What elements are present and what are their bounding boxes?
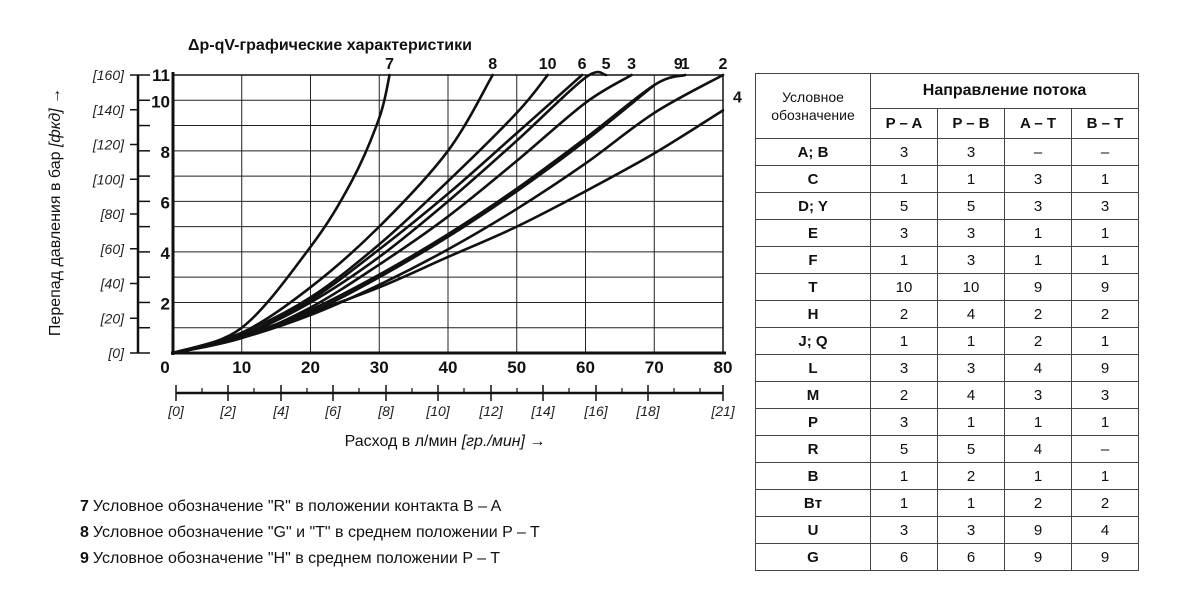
table-cell: 1 <box>871 247 938 274</box>
x-tick-label: 50 <box>507 358 527 377</box>
secondary-x-tick-label: [8] <box>378 403 394 419</box>
chart-title: Δp-qV-графические характеристики <box>188 37 472 54</box>
table-cell: 2 <box>871 382 938 409</box>
table-cell: 1 <box>938 328 1005 355</box>
table-cell: 2 <box>938 463 1005 490</box>
secondary-x-tick-label: [16] <box>584 403 608 419</box>
table-cell: 6 <box>871 544 938 571</box>
table-row <box>756 247 1139 274</box>
table-row <box>756 301 1139 328</box>
grid <box>173 75 723 353</box>
dp-qv-chart <box>0 0 745 480</box>
curve-note-number: 7 <box>80 498 89 515</box>
table-row-label: R <box>756 436 871 463</box>
table-cell: 5 <box>871 193 938 220</box>
table-cell: 2 <box>871 301 938 328</box>
table-row <box>756 436 1139 463</box>
table-row-label: D; Y <box>756 193 871 220</box>
secondary-x-tick-label: [12] <box>479 403 503 419</box>
secondary-x-tick-label: [2] <box>220 403 236 419</box>
table-cell: 1 <box>871 490 938 517</box>
table-cell: 1 <box>871 328 938 355</box>
secondary-y-tick-label: [80] <box>100 206 124 222</box>
y-axis-arrow: → <box>47 87 64 109</box>
secondary-y-tick-label: [140] <box>92 101 124 118</box>
table-cell: 9 <box>1005 544 1072 571</box>
x-tick-label: 20 <box>301 358 320 377</box>
table-cell: – <box>1005 139 1072 166</box>
curve-label-7: 7 <box>385 56 395 73</box>
y-tick-label: 6 <box>160 193 170 213</box>
secondary-y-tick-label: [100] <box>92 171 124 188</box>
secondary-x-tick-label: [21] <box>711 403 735 419</box>
table-row <box>756 517 1139 544</box>
table-cell: 3 <box>1005 193 1072 220</box>
table-cell: 4 <box>938 382 1005 409</box>
curve-note <box>80 494 720 520</box>
table-cell: 3 <box>1072 193 1139 220</box>
y-tick-label: 4 <box>160 243 170 263</box>
table-row-label: E <box>756 220 871 247</box>
curve-label-9: 9 <box>673 56 683 73</box>
x-tick-label: 60 <box>576 358 595 377</box>
table-cell: 6 <box>938 544 1005 571</box>
table-cell: 10 <box>871 274 938 301</box>
curve-note-text: Условное обозначение "R" в положении контакта B – A <box>92 498 502 515</box>
x-axis-title <box>345 433 546 450</box>
table-cell: 2 <box>1072 490 1139 517</box>
table-cell: 3 <box>871 409 938 436</box>
table-row-label: H <box>756 301 871 328</box>
curve-6 <box>173 75 582 353</box>
table-cell: 9 <box>1005 517 1072 544</box>
table-cell: 3 <box>938 139 1005 166</box>
table-cell: 1 <box>1072 463 1139 490</box>
y-axis-title-secondary: [фкд] <box>47 108 64 148</box>
curve-note <box>80 520 720 546</box>
secondary-y-tick-label: [0] <box>108 345 124 361</box>
table-cell: 3 <box>871 517 938 544</box>
y-axis-title <box>47 88 64 336</box>
x-axis-title-secondary: [гр./мин] <box>461 433 525 450</box>
table-row-label: G <box>756 544 871 571</box>
x-tick-label: 40 <box>438 358 458 377</box>
table-row <box>756 544 1139 571</box>
table-body <box>756 139 1139 571</box>
table-cell: 5 <box>938 193 1005 220</box>
table-cell: 1 <box>938 166 1005 193</box>
table-row-label: J; Q <box>756 328 871 355</box>
table-cell: 1 <box>1005 409 1072 436</box>
table-column-header: P – B <box>938 109 1005 139</box>
table-cell: 5 <box>938 436 1005 463</box>
table-cell: 1 <box>1005 220 1072 247</box>
curve-note-number: 9 <box>80 550 89 567</box>
table-cell: 9 <box>1005 274 1072 301</box>
curve-label-3: 3 <box>627 56 637 73</box>
table-cell: 10 <box>938 274 1005 301</box>
curve-label-2: 2 <box>718 56 728 73</box>
y-tick-label: 10 <box>151 92 170 112</box>
table-cell: 1 <box>1072 220 1139 247</box>
table-corner-header: Условное обозначение <box>756 74 871 139</box>
table-cell: 2 <box>1005 328 1072 355</box>
x-axis-arrow: → <box>524 433 546 450</box>
table-cell: 4 <box>938 301 1005 328</box>
curve-note-number: 8 <box>80 524 89 541</box>
y-tick-label: 2 <box>160 294 170 314</box>
curve-5 <box>173 72 606 353</box>
secondary-x-tick-label: [6] <box>325 403 341 419</box>
table-row-label: B <box>756 463 871 490</box>
curve-1 <box>173 75 685 353</box>
curve-note-text: Условное обозначение "G" и "T" в среднем положении P – T <box>92 524 540 541</box>
table-cell: 2 <box>1072 301 1139 328</box>
flow-direction-table <box>755 73 1139 571</box>
table-cell: 1 <box>871 463 938 490</box>
table-cell: – <box>1072 139 1139 166</box>
table-row <box>756 355 1139 382</box>
table-cell: 1 <box>1072 328 1139 355</box>
table-column-header: P – A <box>871 109 938 139</box>
curve-label-6: 6 <box>577 56 587 73</box>
table-cell: 3 <box>938 220 1005 247</box>
table-cell: 9 <box>1072 355 1139 382</box>
table-cell: 1 <box>1072 409 1139 436</box>
table-cell: 5 <box>871 436 938 463</box>
curve-label-4: 4 <box>733 89 742 107</box>
curve-note-text: Условное обозначение "H" в среднем положении P – T <box>92 550 500 567</box>
table-cell: 2 <box>1005 490 1072 517</box>
table-row-label: U <box>756 517 871 544</box>
curve-label-8: 8 <box>488 56 498 73</box>
secondary-y-tick-label: [20] <box>100 310 124 327</box>
table-cell: 3 <box>938 355 1005 382</box>
axes <box>130 72 726 401</box>
table-row-label: A; B <box>756 139 871 166</box>
table-cell: 1 <box>1005 247 1072 274</box>
table-row <box>756 409 1139 436</box>
table-row-label: M <box>756 382 871 409</box>
secondary-y-tick-label: [60] <box>100 240 124 257</box>
table-cell: 1 <box>871 166 938 193</box>
table-cell: 9 <box>1072 544 1139 571</box>
table-group-header: Направление потока <box>871 74 1139 109</box>
secondary-y-tick-label: [120] <box>92 136 124 153</box>
table-column-header: B – T <box>1072 109 1139 139</box>
y-tick-label: 11 <box>152 66 170 85</box>
table-cell: 3 <box>871 139 938 166</box>
table-row <box>756 490 1139 517</box>
table-row-label: F <box>756 247 871 274</box>
table-row-label: C <box>756 166 871 193</box>
x-axis-title-main: Расход в л/мин <box>344 433 462 450</box>
table-row-label: T <box>756 274 871 301</box>
table-cell: 4 <box>1072 517 1139 544</box>
table-cell: – <box>1072 436 1139 463</box>
secondary-x-tick-label: [10] <box>426 403 450 419</box>
secondary-y-tick-label: [40] <box>100 275 124 292</box>
curve-notes <box>80 494 720 572</box>
table-row <box>756 382 1139 409</box>
table-cell: 3 <box>871 355 938 382</box>
x-tick-label: 0 <box>160 358 170 377</box>
table-column-header: A – T <box>1005 109 1072 139</box>
table-cell: 4 <box>1005 436 1072 463</box>
secondary-x-tick-label: [4] <box>273 403 289 419</box>
table-row <box>756 328 1139 355</box>
table-row-label: L <box>756 355 871 382</box>
table-row <box>756 274 1139 301</box>
x-tick-label: 70 <box>644 358 664 377</box>
table-cell: 3 <box>938 247 1005 274</box>
table-row-label: P <box>756 409 871 436</box>
curve-10 <box>173 75 548 353</box>
table-cell: 1 <box>938 490 1005 517</box>
table-cell: 2 <box>1005 301 1072 328</box>
x-tick-label: 80 <box>713 358 733 377</box>
table-cell: 1 <box>938 409 1005 436</box>
secondary-x-tick-label: [14] <box>531 403 555 419</box>
table-row <box>756 193 1139 220</box>
curve-label-1: 1 <box>680 56 690 73</box>
table-row <box>756 463 1139 490</box>
table-row-label: Bт <box>756 490 871 517</box>
table-cell: 3 <box>871 220 938 247</box>
table-cell: 1 <box>1072 247 1139 274</box>
curve-label-10: 10 <box>538 56 557 73</box>
curve-label-5: 5 <box>601 56 611 73</box>
curve-7 <box>173 75 390 353</box>
table-cell: 4 <box>1005 355 1072 382</box>
x-tick-label: 10 <box>232 358 252 377</box>
table-row <box>756 139 1139 166</box>
table-row <box>756 166 1139 193</box>
secondary-x-tick-label: [18] <box>636 403 660 419</box>
table-cell: 1 <box>1072 166 1139 193</box>
table-cell: 1 <box>1005 463 1072 490</box>
table-cell: 3 <box>1005 166 1072 193</box>
y-tick-label: 8 <box>160 142 170 162</box>
table-cell: 3 <box>1072 382 1139 409</box>
table-row <box>756 220 1139 247</box>
y-axis-title-main: Перепад давления в бар <box>47 147 64 337</box>
table-cell: 9 <box>1072 274 1139 301</box>
secondary-y-tick-label: [160] <box>92 67 124 83</box>
secondary-x-tick-label: [0] <box>168 403 184 419</box>
curve-note <box>80 546 720 572</box>
table-cell: 3 <box>1005 382 1072 409</box>
x-tick-label: 30 <box>369 358 389 377</box>
table-cell: 3 <box>938 517 1005 544</box>
